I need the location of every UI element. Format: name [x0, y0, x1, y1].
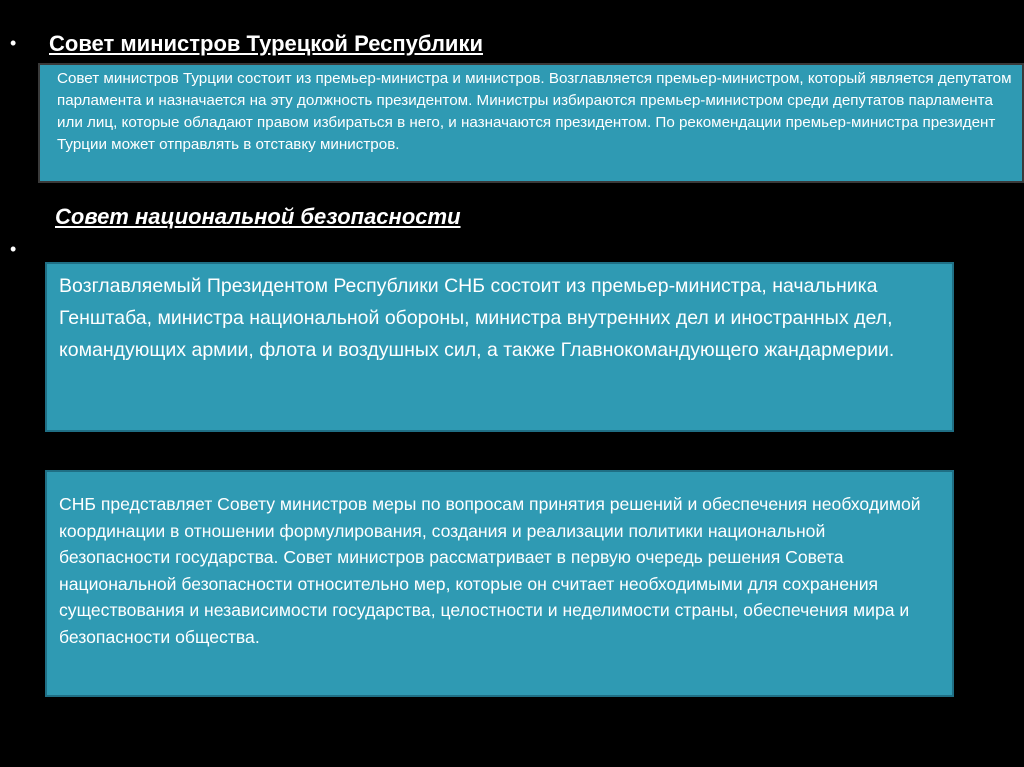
council-of-ministers-textbox: [38, 63, 1024, 183]
nsc-composition-textbox: [45, 262, 954, 432]
nsc-role-text: СНБ представляет Совету министров меры по вопросам принятия решений и обеспечения необходимой координации в отношении формулирования, создания и реализации политики национальной безопасности государства. Совет министров рассматривает в первую очередь решения Совета национальной безопасности относительно мер, которые он считает необходимыми для сохранения существования и независимости государства, целостности и неделимости страны, обеспечения мира и безопасности общества.: [59, 494, 921, 647]
council-of-ministers-heading: Совет министров Турецкой Республики: [49, 31, 483, 56]
council-of-ministers-text: Совет министров Турции состоит из премьер-министра и министров. Возглавляется премьер-министром, который является депутатом парламента и назначается на эту должность президентом. Министры избираются премьер-министром среди депутатов парламента или лиц, которые обладают правом избираться в него, и назначаются президентом. По рекомендации премьер-министра президент Турции может отправлять в отставку министров.: [57, 70, 1012, 153]
bullet-marker-1: •: [10, 33, 17, 53]
nsc-composition-text: Возглавляемый Президентом Республики СНБ состоит из премьер-министра, начальника Генштаба, министра национальной обороны, министра внутренних дел и иностранных дел, командующих армии, флота и воздушных сил, а также Главнокомандующего жандармерии.: [59, 275, 895, 361]
bullet-marker-2: •: [10, 239, 17, 259]
nsc-role-textbox: [45, 470, 954, 697]
national-security-council-heading: Совет национальной безопасности: [55, 204, 461, 229]
